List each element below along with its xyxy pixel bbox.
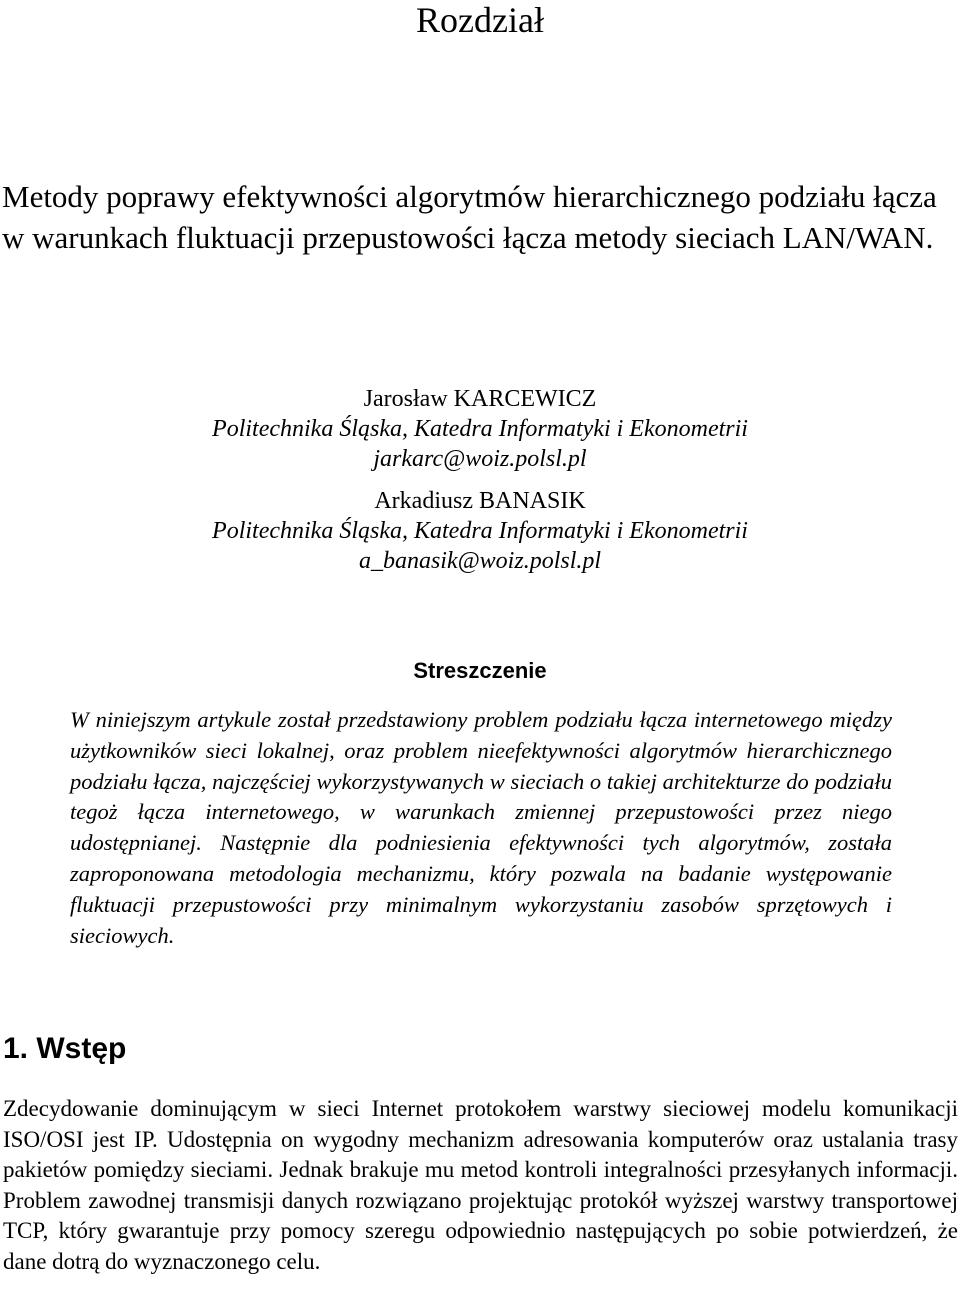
author-affiliation: Politechnika Śląska, Katedra Informatyki i Ekonometrii — [212, 518, 748, 544]
paper-title: Metody poprawy efektywności algorytmów hierarchicznego podziału łącza w warunkach fluktuacji przepustowości łącza metody sieciach LAN/WAN. — [2, 179, 937, 255]
abstract-text: W niniejszym artykule został przedstawiony problem podziału łącza internetowego między użytkowników sieci lokalnej, oraz problem nieefektywności algorytmów hierarchicznego podziału łącza, najczęściej wykorzystywanych w sieciach o takiej architekturze do podziału tegoż łącza internetowego, w warunkach zmiennej przepustowości przez niego udostępnianej. Następnie dla podniesienia efektywności tych algorytmów, została zaproponowana metodologia mechanizmu, który pozwala na badanie występowanie fluktuacji przepustowości przy minimalnym wykorzystaniu zasobów sprzętowych i sieciowych. — [70, 707, 892, 948]
author-email: jarkarc@woiz.polsl.pl — [373, 446, 587, 472]
abstract-heading: Streszczenie — [413, 658, 547, 683]
authors-block — [0, 384, 960, 576]
author-affiliation: Politechnika Śląska, Katedra Informatyki i Ekonometrii — [212, 416, 748, 442]
section-heading: 1. Wstęp — [3, 1032, 127, 1065]
author-email: a_banasik@woiz.polsl.pl — [358, 548, 602, 574]
chapter-label: Rozdział — [416, 0, 544, 40]
section-paragraph: Zdecydowanie dominującym w sieci Internet protokołem warstwy sieciowej modelu komunikacji ISO/OSI jest IP. Udostępnia on wygodny mechanizm adresowania komputerów oraz ustalania trasy pakietów pomiędzy sieciami. Jednak brakuje mu metod kontroli integralności przesyłanych informacji. Problem zawodnej transmisji danych rozwiązano projektując protokół wyższej warstwy transportowej TCP, który gwarantuje przy pomocy szeregu odpowiednio następujących po sobie potwierdzeń, że dane dotrą do wyznaczonego celu. — [3, 1096, 958, 1274]
author-name: Arkadiusz BANASIK — [374, 488, 586, 514]
author-name: Jarosław KARCEWICZ — [363, 386, 597, 412]
